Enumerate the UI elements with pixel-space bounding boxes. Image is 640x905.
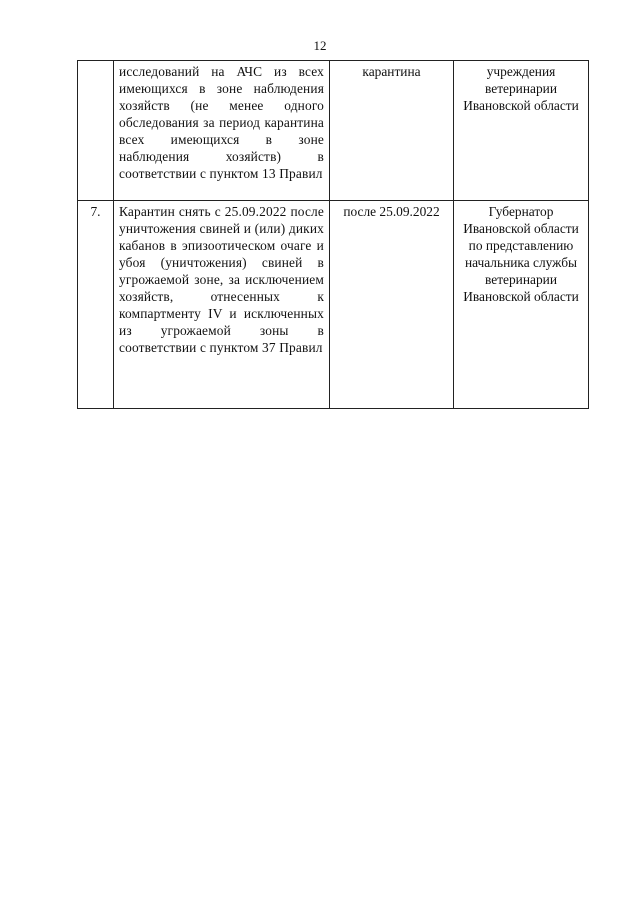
row-number-cell: 7. — [78, 201, 114, 409]
table-row — [78, 201, 589, 409]
table-row — [78, 61, 589, 201]
responsible-cell: учреждения ветеринарии Ивановской области — [454, 61, 589, 201]
measures-table — [77, 60, 589, 409]
row-number-cell — [78, 61, 114, 201]
measure-cell: Карантин снять с 25.09.2022 после уничтожения свиней и (или) диких кабанов в эпизоотическом очаге и убоя (уничтожения) свиней в угрожаемой зоне, за исключением хозяйств, отнесенных к компартменту IV и исключенных из угрожаемой зоны в соответствии с пунктом 37 Правил — [114, 201, 330, 409]
measure-cell: исследований на АЧС из всех имеющихся в зоне наблюдения хозяйств (не менее одного обследования за период карантина всех имеющихся в зоне наблюдения хозяйств) в соответствии с пунктом 13 Правил — [114, 61, 330, 201]
page-number: 12 — [313, 38, 327, 53]
term-cell: карантина — [330, 61, 454, 201]
responsible-cell: Губернатор Ивановской области по представлению начальника службы ветеринарии Ивановской области — [454, 201, 589, 409]
term-cell: после 25.09.2022 — [330, 201, 454, 409]
